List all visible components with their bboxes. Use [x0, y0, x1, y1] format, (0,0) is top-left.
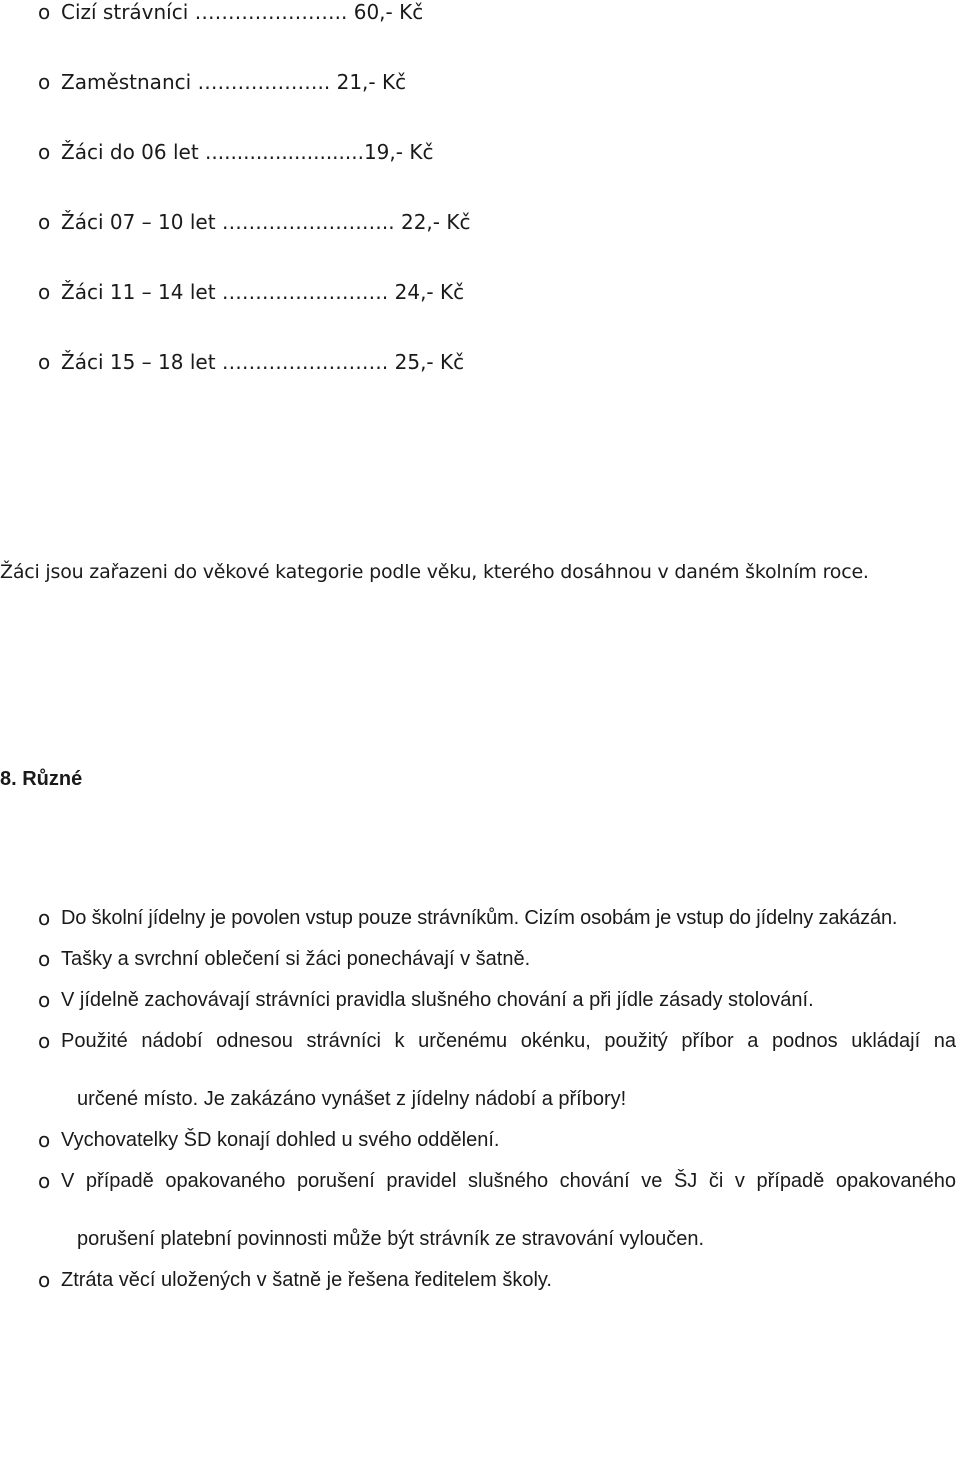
- price-text: Žáci 07 – 10 let …………………….. 22,- Kč: [61, 210, 471, 234]
- bullet-icon: o: [38, 1128, 51, 1152]
- bullet-icon: o: [38, 1169, 51, 1193]
- rule-item: [0, 1251, 960, 1309]
- age-category-note: Žáci jsou zařazeni do věkové kategorie podle věku, kterého dosáhnou v daném školním roce.: [0, 561, 869, 583]
- bullet-icon: o: [38, 70, 51, 94]
- bullet-icon: o: [38, 1029, 51, 1053]
- rule-text-continuation: určené místo. Je zakázáno vynášet z jídelny nádobí a příbory!: [77, 1088, 627, 1110]
- section-heading: 8. Různé: [0, 768, 83, 790]
- rule-text: Ztráta věcí uložených v šatně je řešena ředitelem školy.: [61, 1269, 552, 1291]
- rules-list: [0, 906, 960, 1309]
- bullet-icon: o: [38, 906, 51, 930]
- bullet-icon: o: [38, 280, 51, 304]
- price-text: Žáci 11 – 14 let ……………………. 24,- Kč: [61, 280, 465, 304]
- rule-text: Vychovatelky ŠD konají dohled u svého oddělení.: [61, 1129, 500, 1151]
- bullet-icon: o: [38, 140, 51, 164]
- bullet-icon: o: [38, 947, 51, 971]
- bullet-icon: o: [38, 0, 51, 24]
- bullet-icon: o: [38, 210, 51, 234]
- bullet-icon: o: [38, 1268, 51, 1292]
- price-text: Cizí strávníci ………………….. 60,- Kč: [61, 0, 424, 24]
- rule-text: Do školní jídelny je povolen vstup pouze strávníkům. Cizím osobám je vstup do jídelny zakázán.: [61, 907, 898, 929]
- rule-text-continuation: porušení platební povinnosti může být strávník ze stravování vyloučen.: [77, 1228, 705, 1250]
- bullet-icon: o: [38, 988, 51, 1012]
- price-text: Zaměstnanci ……………….. 21,- Kč: [61, 70, 407, 94]
- price-text: Žáci 15 – 18 let ……………………. 25,- Kč: [61, 350, 465, 374]
- rule-text: V případě opakovaného porušení pravidel slušného chování ve ŠJ či v případě opakovaného: [61, 1170, 956, 1192]
- rule-text: Tašky a svrchní oblečení si žáci ponechávají v šatně.: [61, 948, 531, 970]
- bullet-icon: o: [38, 350, 51, 374]
- rule-text: V jídelně zachovávají strávníci pravidla slušného chování a při jídle zásady stolování.: [61, 989, 814, 1011]
- rule-text: Použité nádobí odnesou strávníci k určenému okénku, použitý příbor a podnos ukládají na: [61, 1030, 956, 1052]
- price-text: Žáci do 06 let .........................19,- Kč: [61, 140, 434, 164]
